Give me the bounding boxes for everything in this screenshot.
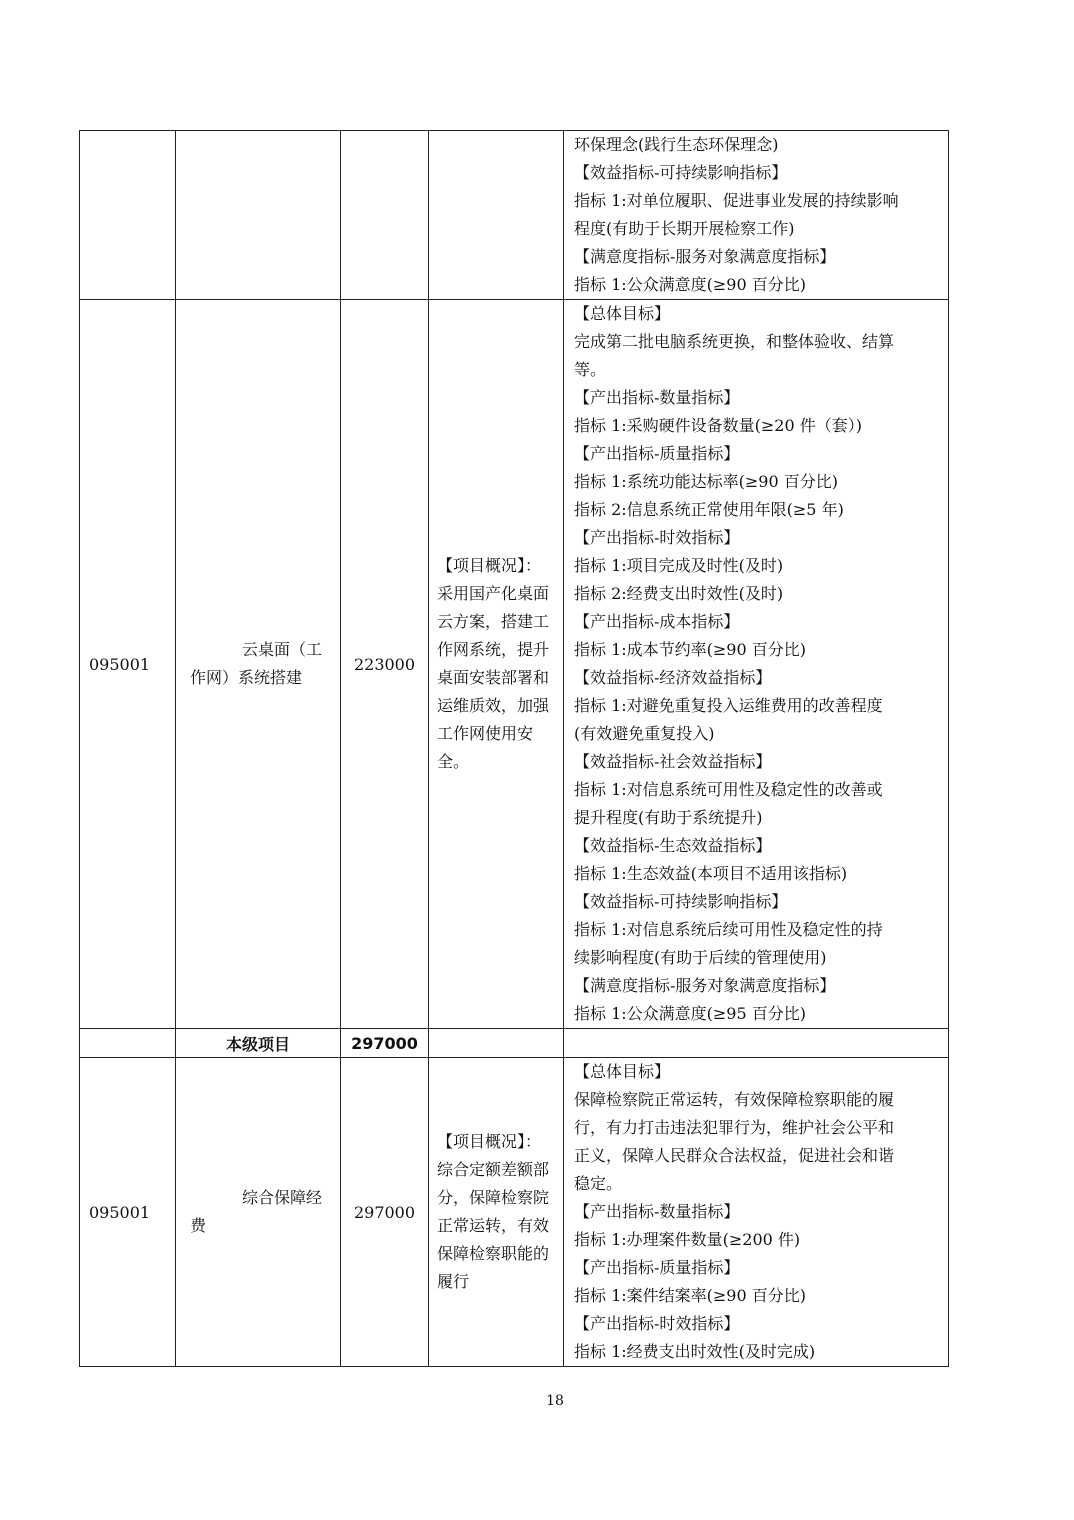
- project-code: 095001: [80, 300, 176, 1029]
- indicator-line: 【效益指标-可持续影响指标】: [574, 892, 788, 911]
- indicator-line: 指标 1:办理案件数量(≥200 件): [574, 1230, 801, 1249]
- summary-amount: 297000: [341, 1029, 429, 1058]
- indicator-line: 【产出指标-数量指标】: [574, 1202, 740, 1221]
- table-row: [80, 300, 949, 1029]
- indicator-line: 指标 1:公众满意度(≥90 百分比): [574, 275, 806, 294]
- indicator-line: 指标 2:经费支出时效性(及时): [574, 584, 784, 603]
- indicator-line: 【产出指标-时效指标】: [574, 1314, 740, 1333]
- indicator-line: 【产出指标-质量指标】: [574, 1258, 740, 1277]
- indicator-line: 指标 1:采购硬件设备数量(≥20 件（套）): [574, 416, 862, 435]
- table-row: [80, 1058, 949, 1367]
- table-row: [80, 131, 949, 300]
- summary-empty-cell: [80, 1029, 176, 1058]
- indicator-line: (有效避免重复投入): [574, 724, 715, 743]
- indicator-line: 指标 1:系统功能达标率(≥90 百分比): [574, 472, 838, 491]
- indicator-line: 【产出指标-质量指标】: [574, 444, 740, 463]
- indicator-line: 行，有力打击违法犯罪行为，维护社会公平和: [574, 1118, 895, 1137]
- indicator-line: 【效益指标-社会效益指标】: [574, 752, 772, 771]
- project-code: 095001: [80, 1058, 176, 1367]
- indicator-line: 【效益指标-经济效益指标】: [574, 668, 772, 687]
- indicator-line: 环保理念(践行生态环保理念): [574, 135, 779, 154]
- indicator-line: 指标 1:对信息系统可用性及稳定性的改善或: [574, 780, 883, 799]
- project-amount: 297000: [341, 1058, 429, 1367]
- project-description: [429, 131, 564, 300]
- project-amount: [341, 131, 429, 300]
- indicator-line: 指标 1:公众满意度(≥95 百分比): [574, 1004, 806, 1023]
- indicator-line: 【产出指标-数量指标】: [574, 388, 740, 407]
- budget-project-table: [79, 130, 949, 1367]
- project-name: 云桌面（工作网）系统搭建: [176, 300, 341, 1029]
- indicator-line: 程度(有助于长期开展检察工作): [574, 219, 795, 238]
- project-code: [80, 131, 176, 300]
- summary-empty-cell: [564, 1029, 949, 1058]
- indicator-line: 【产出指标-时效指标】: [574, 528, 740, 547]
- indicator-line: 【满意度指标-服务对象满意度指标】: [574, 247, 836, 266]
- indicator-line: 稳定。: [574, 1174, 623, 1193]
- project-description: 【项目概况】：采用国产化桌面云方案，搭建工作网系统，提升桌面安装部署和运维质效，加强工作网使用安全。: [429, 300, 564, 1029]
- project-name: [176, 131, 341, 300]
- indicator-line: 等。: [574, 360, 607, 379]
- performance-indicators: [564, 131, 949, 300]
- indicator-line: 保障检察院正常运转，有效保障检察职能的履: [574, 1090, 895, 1109]
- indicator-line: 【总体目标】: [574, 1062, 671, 1081]
- indicator-line: 指标 1:案件结案率(≥90 百分比): [574, 1286, 806, 1305]
- project-amount: 223000: [341, 300, 429, 1029]
- performance-indicators: [564, 300, 949, 1029]
- indicator-line: 【总体目标】: [574, 304, 671, 323]
- summary-row: [80, 1029, 949, 1058]
- indicator-line: 【产出指标-成本指标】: [574, 612, 740, 631]
- summary-empty-cell: [429, 1029, 564, 1058]
- indicator-line: 指标 1:经费支出时效性(及时完成): [574, 1342, 816, 1361]
- indicator-line: 提升程度(有助于系统提升): [574, 808, 763, 827]
- indicator-line: 指标 1:对信息系统后续可用性及稳定性的持: [574, 920, 883, 939]
- indicator-line: 指标 1:生态效益(本项目不适用该指标): [574, 864, 848, 883]
- indicator-line: 【效益指标-生态效益指标】: [574, 836, 772, 855]
- indicator-line: 指标 1:对单位履职、促进事业发展的持续影响: [574, 191, 899, 210]
- indicator-line: 正义，保障人民群众合法权益，促进社会和谐: [574, 1146, 895, 1165]
- indicator-line: 指标 1:对避免重复投入运维费用的改善程度: [574, 696, 883, 715]
- project-name: 综合保障经费: [176, 1058, 341, 1367]
- indicator-line: 指标 1:项目完成及时性(及时): [574, 556, 784, 575]
- indicator-line: 指标 1:成本节约率(≥90 百分比): [574, 640, 806, 659]
- indicator-line: 指标 2:信息系统正常使用年限(≥5 年): [574, 500, 844, 519]
- indicator-line: 完成第二批电脑系统更换，和整体验收、结算: [574, 332, 895, 351]
- summary-label: 本级项目: [176, 1029, 341, 1058]
- indicator-line: 续影响程度(有助于后续的管理使用): [574, 948, 827, 967]
- indicator-line: 【效益指标-可持续影响指标】: [574, 163, 788, 182]
- project-description: 【项目概况】：综合定额差额部分，保障检察院正常运转，有效保障检察职能的履行: [429, 1058, 564, 1367]
- indicator-line: 【满意度指标-服务对象满意度指标】: [574, 976, 836, 995]
- page-number: 18: [546, 1393, 564, 1409]
- performance-indicators: [564, 1058, 949, 1367]
